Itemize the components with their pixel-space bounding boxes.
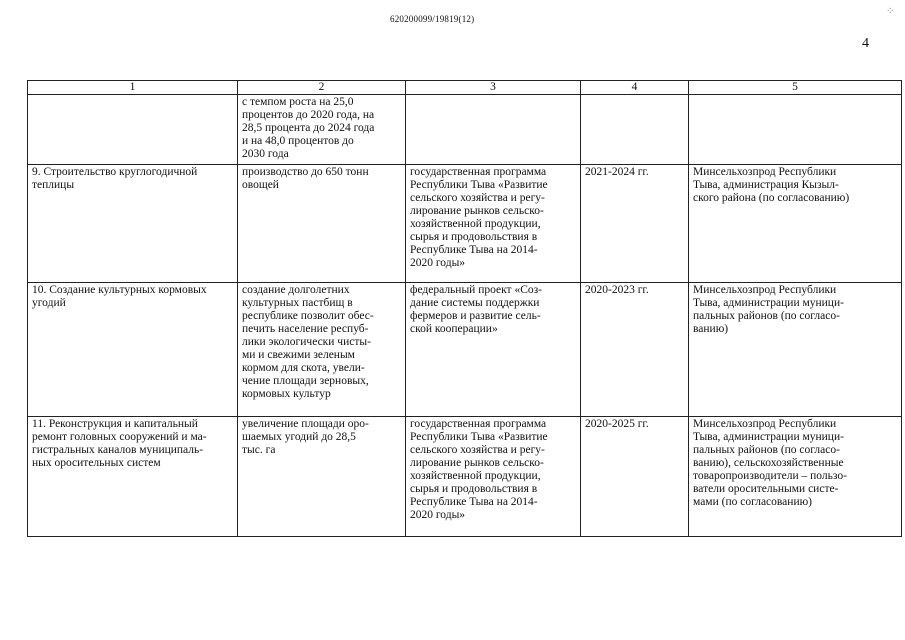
period-cell	[581, 95, 689, 165]
executors-cell: Минсельхозпрод Республики Тыва, администрации муници- пальных районов (по согласо- ванию), сельскохозяйственные товаропроизводители – пользо- ватели оросительными систе- мами (по согласованию)	[689, 417, 902, 537]
table-row	[28, 165, 902, 283]
column-number-row	[28, 81, 902, 95]
measures-table	[27, 80, 902, 537]
period-cell: 2021-2024 гг.	[581, 165, 689, 283]
period-cell: 2020-2025 гг.	[581, 417, 689, 537]
document-number: 620200099/19819(12)	[390, 14, 475, 24]
result-cell: производство до 650 тонн овощей	[238, 165, 406, 283]
measure-cell	[28, 95, 238, 165]
table-row	[28, 417, 902, 537]
source-cell	[406, 95, 581, 165]
table-row	[28, 95, 902, 165]
column-number-3: 3	[406, 81, 581, 95]
executors-cell	[689, 95, 902, 165]
page-number: 4	[862, 36, 869, 51]
column-number-1: 1	[28, 81, 238, 95]
source-cell: федеральный проект «Соз- дание системы поддержки фермеров и развитие сель- ской кооперации»	[406, 283, 581, 417]
period-cell: 2020-2023 гг.	[581, 283, 689, 417]
measure-cell: 10. Создание культурных кормовых угодий	[28, 283, 238, 417]
measure-cell: 9. Строительство круглогодичной теплицы	[28, 165, 238, 283]
result-cell: создание долголетних культурных пастбищ в республике позволит обес- печить население респуб- лики экологически чисты- ми и свежими зеленым кормом для скота, увели- чение площади зерновых, кормовых культур	[238, 283, 406, 417]
table-row	[28, 283, 902, 417]
executors-cell: Минсельхозпрод Республики Тыва, администрация Кызыл- ского района (по согласованию)	[689, 165, 902, 283]
column-number-2: 2	[238, 81, 406, 95]
result-cell: с темпом роста на 25,0 процентов до 2020 года, на 28,5 процента до 2024 года и на 48,0 процентов до 2030 года	[238, 95, 406, 165]
column-number-5: 5	[689, 81, 902, 95]
executors-cell: Минсельхозпрод Республики Тыва, администрации муници- пальных районов (по согласо- ванию)	[689, 283, 902, 417]
measure-cell: 11. Реконструкция и капитальный ремонт головных сооружений и ма- гистральных каналов муниципаль- ных оросительных систем	[28, 417, 238, 537]
column-number-4: 4	[581, 81, 689, 95]
source-cell: государственная программа Республики Тыва «Развитие сельского хозяйства и регу- лирование рынков сельско- хозяйственной продукции, сырья и продовольствия в Республике Тыва на 2014- 2020 годы»	[406, 417, 581, 537]
source-cell: государственная программа Республики Тыва «Развитие сельского хозяйства и регу- лирование рынков сельско- хозяйственной продукции, сырья и продовольствия в Республике Тыва на 2014- 2020 годы»	[406, 165, 581, 283]
corner-scan-mark: ⁘	[886, 6, 895, 17]
result-cell: увеличение площади оро- шаемых угодий до 28,5 тыс. га	[238, 417, 406, 537]
